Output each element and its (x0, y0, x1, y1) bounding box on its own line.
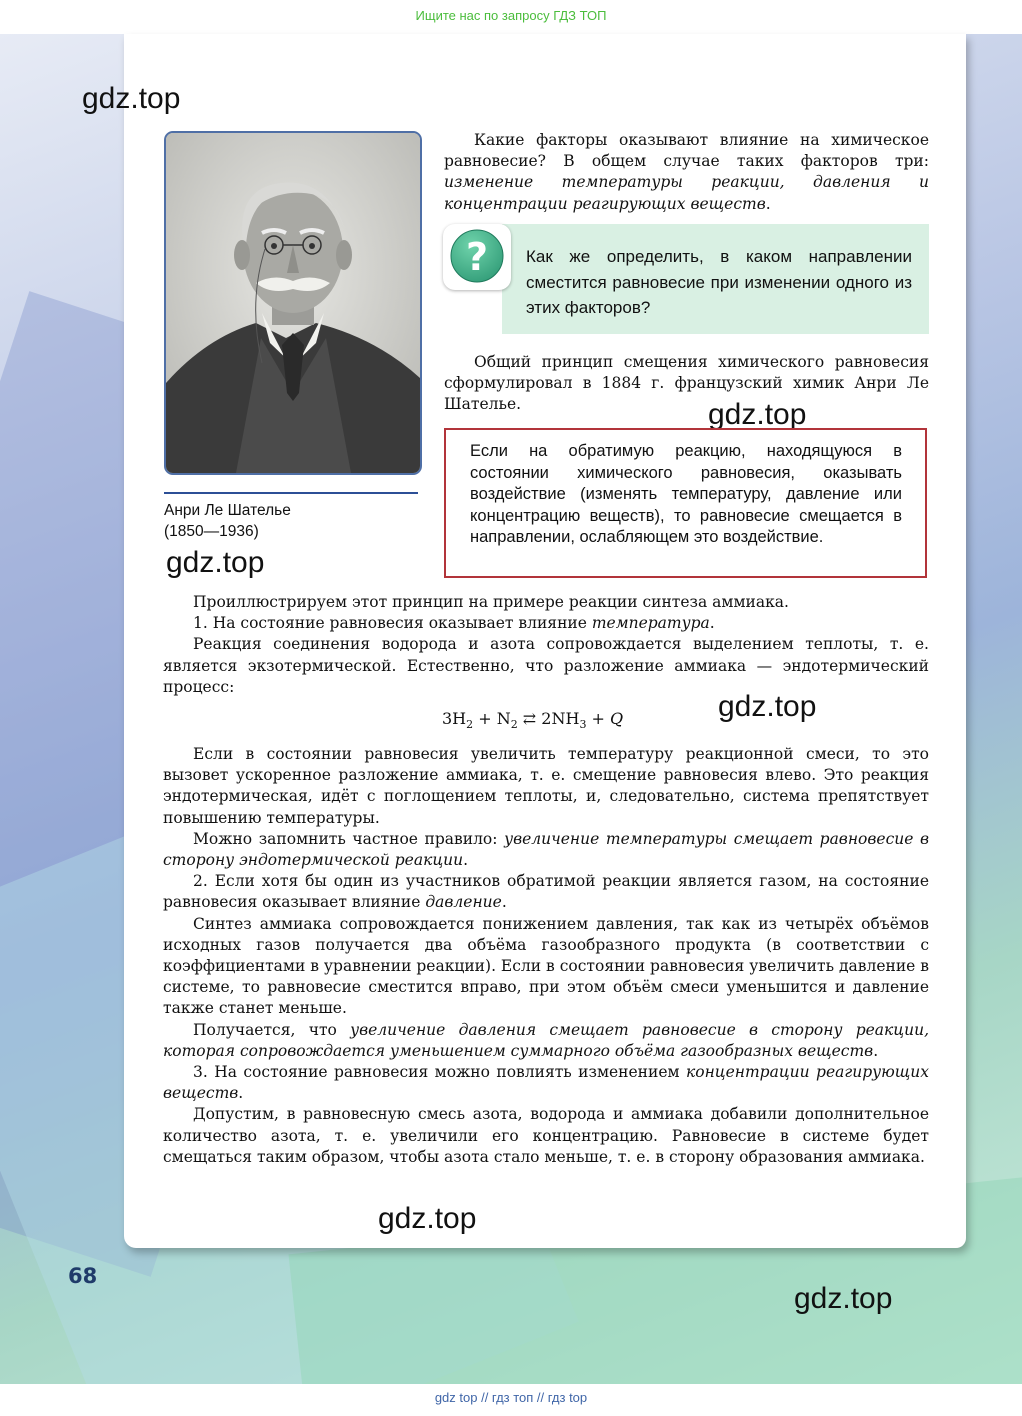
caption-divider (164, 492, 418, 494)
eq-sub: 2 (510, 718, 518, 732)
p8-text: Получается, что (193, 1020, 351, 1039)
p6-text: 2. Если хотя бы один из участников обратимой реакции является газом, на состояние равновесия оказывает влияние (163, 872, 929, 912)
p9-end: . (238, 1084, 244, 1103)
eq-part: + N (473, 709, 511, 728)
p6-end: . (501, 893, 507, 912)
p8-end: . (873, 1041, 879, 1060)
watermark: gdz.top (794, 1282, 893, 1315)
question-icon-frame (443, 224, 511, 290)
page-number: 68 (68, 1264, 98, 1288)
eq-sub: 2 (466, 718, 474, 732)
paragraph-3: Реакция соединения водорода и азота сопровождается выделением теплоты, т. е. является экзотермической. Естественно, что разложение аммиака — эндотермический процесс: (163, 635, 929, 696)
bottom-banner[interactable]: gdz top // гдз топ // гдз top (0, 1384, 1022, 1416)
top-banner[interactable]: Ищите нас по запросу ГДЗ ТОП (415, 8, 607, 23)
paragraph-1: Проиллюстрируем этот принцип на примере реакции синтеза аммиака. (193, 593, 789, 611)
paragraph-9 (163, 1062, 929, 1104)
svg-text:?: ? (465, 235, 489, 279)
portrait-caption (164, 500, 424, 542)
p2-end: . (709, 614, 715, 633)
p9-italic: концентрации реагирующих веществ (163, 1063, 929, 1103)
watermark: gdz.top (82, 82, 181, 115)
intro-end: . (765, 194, 771, 213)
p6-italic: давление (425, 893, 502, 912)
portrait-photo (164, 131, 422, 475)
intro-paragraph (444, 130, 929, 215)
watermark: gdz.top (166, 546, 265, 579)
question-text: Как же определить, в каком направлении сместится равновесие при изменении одного из этих факторов? (526, 247, 912, 317)
body-part-2 (163, 744, 929, 1168)
eq-heat: Q (610, 709, 624, 728)
portrait-illustration (166, 133, 420, 473)
paragraph-7: Синтез аммиака сопровождается понижением давления, так как из четырёх объёмов исходных газов получается два объёма газообразного продукта (в соответствии с коэффициентами в уравнении реакции). Если в состоянии равновесия увеличить давление в системе, то равновесие сместится вправо, при этом объём смеси уменьшится и давление также станет меньше. (163, 914, 929, 1018)
body-part-1 (163, 592, 929, 698)
watermark: gdz.top (378, 1202, 477, 1235)
p5-text: Можно запомнить частное правило: (193, 829, 505, 848)
p9-text: 3. На состояние равновесия можно повлиять изменением (193, 1063, 686, 1082)
eq-part: + (586, 709, 611, 728)
principle-intro-text: Общий принцип смещения химического равновесия сформулировал в 1884 г. французский химик Анри Ле Шателье. (444, 353, 929, 414)
p8-italic: увеличение давления смещает равновесие в сторону реакции, которая сопровождается уменьшением суммарного объёма газообразных веществ (163, 1020, 930, 1060)
paragraph-8 (163, 1020, 929, 1062)
paragraph-5 (163, 829, 929, 871)
watermark: gdz.top (718, 690, 817, 723)
eq-arrow: ⇄ (517, 709, 542, 728)
question-mark-icon (443, 224, 511, 290)
intro-text: Какие факторы оказывают влияние на химическое равновесие? В общем случае таких факторов три: (444, 131, 929, 171)
watermark: gdz.top (708, 398, 807, 431)
p2-text: 1. На состояние равновесия оказывает влияние (193, 614, 592, 633)
p2-italic: температура (591, 614, 710, 633)
intro-italic: изменение температуры реакции, давления и концентрации реагирующих веществ (444, 173, 929, 213)
eq-part: 3H (442, 709, 467, 728)
principle-intro (444, 352, 929, 416)
paragraph-2 (163, 613, 929, 634)
eq-part: 2NH (541, 709, 580, 728)
caption-years: (1850—1936) (164, 523, 259, 540)
paragraph-6 (163, 871, 929, 913)
caption-name: Анри Ле Шателье (164, 502, 291, 519)
paragraph-10: Допустим, в равновесную смесь азота, водорода и аммиака добавили дополнительное количество азота, т. е. увеличили его концентрацию. Равновесие в системе будет смещаться таким образом, чтобы азота стало меньше, т. е. в сторону образования аммиака. (163, 1105, 929, 1166)
ammonia-equation (442, 709, 623, 731)
p5-italic: увеличение температуры смещает равновесие в сторону эндотермической реакции (163, 829, 930, 870)
p5-end: . (463, 851, 469, 870)
eq-sub: 3 (579, 718, 587, 732)
rule-text: Если на обратимую реакцию, находящуюся в состоянии химического равновесия, оказывать воздействие (изменять температуру, давление или концентрацию веществ), то равновесие смещается в направлении, ослабляющем это воздействие. (470, 442, 902, 546)
paragraph-4: Если в состоянии равновесия увеличить температуру реакционной смеси, то это вызовет ускоренное разложение аммиака, т. е. смещение равновесия влево. Это реакция эндотермическая, идёт с поглощением теплоты, и, следовательно, система препятствует повышению температуры. (163, 745, 929, 827)
